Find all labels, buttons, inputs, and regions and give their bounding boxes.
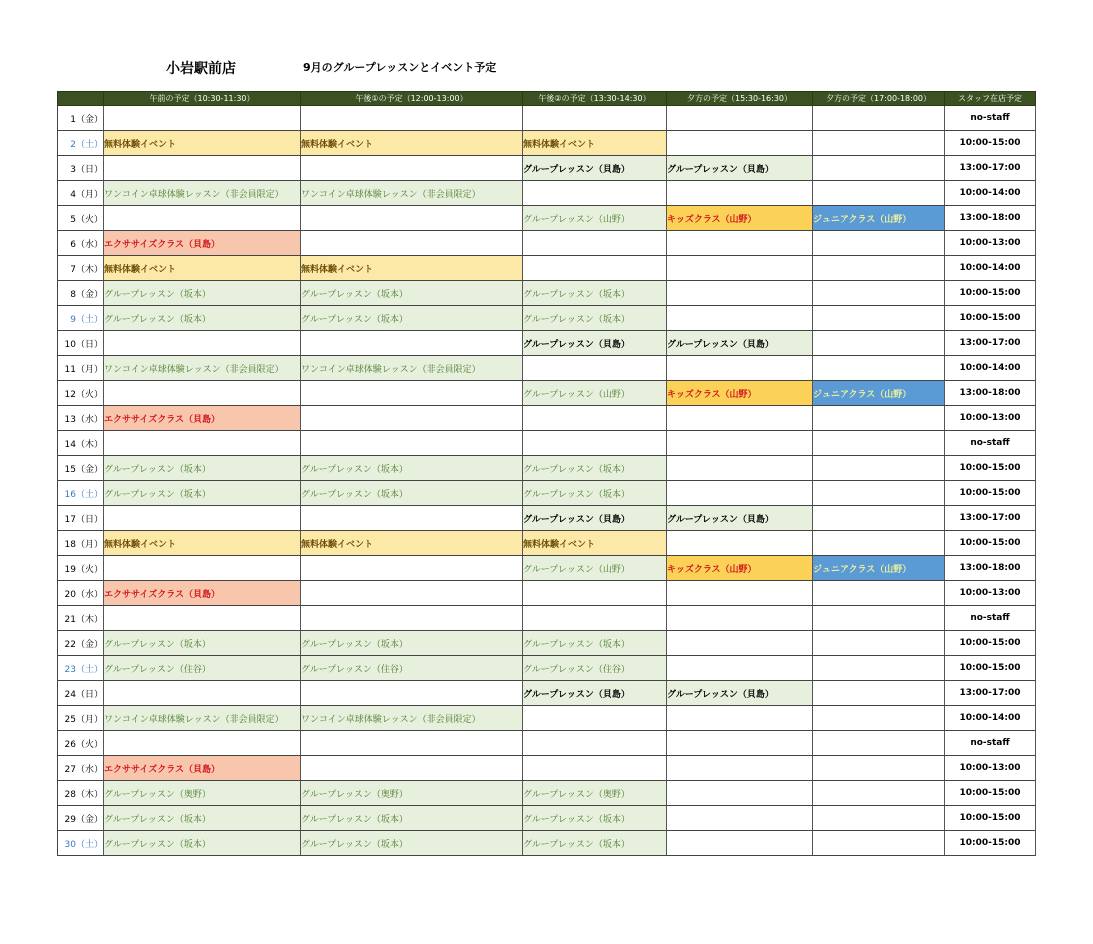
schedule-cell-afternoon-1: グループレッスン（坂本） — [301, 631, 523, 656]
schedule-cell-afternoon-1: グループレッスン（坂本） — [301, 806, 523, 831]
schedule-cell-afternoon-1 — [301, 756, 523, 781]
schedule-cell-morning: ワンコイン卓球体験レッスン（非会員限定） — [104, 706, 301, 731]
schedule-cell-evening-1: グループレッスン（貝島） — [667, 506, 813, 531]
table-row — [58, 806, 1036, 831]
schedule-cell-evening-1 — [667, 281, 813, 306]
table-row — [58, 656, 1036, 681]
staff-hours-cell: 10:00-13:00 — [945, 756, 1036, 781]
schedule-cell-evening-1 — [667, 131, 813, 156]
staff-hours-cell: 13:00-18:00 — [945, 381, 1036, 406]
staff-hours-cell: 10:00-14:00 — [945, 706, 1036, 731]
schedule-cell-evening-1 — [667, 606, 813, 631]
store-name: 小岩駅前店 — [166, 61, 236, 77]
table-row — [58, 456, 1036, 481]
schedule-cell-afternoon-2: 無料体験イベント — [523, 531, 667, 556]
schedule-cell-afternoon-1 — [301, 331, 523, 356]
schedule-cell-evening-1: キッズクラス（山野） — [667, 381, 813, 406]
schedule-cell-evening-2 — [813, 706, 945, 731]
staff-hours-cell: 10:00-15:00 — [945, 481, 1036, 506]
schedule-cell-afternoon-1 — [301, 406, 523, 431]
schedule-cell-afternoon-2: グループレッスン（山野） — [523, 206, 667, 231]
schedule-cell-morning: エクササイズクラス（貝島） — [104, 581, 301, 606]
schedule-cell-morning: 無料体験イベント — [104, 131, 301, 156]
column-header-staff: スタッフ在店予定 — [945, 92, 1036, 106]
schedule-cell-morning: グループレッスン（坂本） — [104, 456, 301, 481]
schedule-cell-afternoon-1: グループレッスン（坂本） — [301, 281, 523, 306]
table-row — [58, 231, 1036, 256]
schedule-cell-afternoon-2: グループレッスン（山野） — [523, 381, 667, 406]
schedule-cell-morning: グループレッスン（奥野） — [104, 781, 301, 806]
schedule-cell-afternoon-1 — [301, 381, 523, 406]
day-cell: 6（水） — [58, 231, 104, 256]
schedule-cell-evening-2 — [813, 181, 945, 206]
schedule-cell-evening-1 — [667, 581, 813, 606]
schedule-cell-morning: 無料体験イベント — [104, 256, 301, 281]
day-cell: 16（土） — [58, 481, 104, 506]
schedule-cell-morning — [104, 606, 301, 631]
schedule-cell-morning: グループレッスン（住谷） — [104, 656, 301, 681]
table-row — [58, 256, 1036, 281]
schedule-cell-afternoon-1 — [301, 156, 523, 181]
schedule-cell-morning — [104, 206, 301, 231]
schedule-cell-afternoon-2 — [523, 231, 667, 256]
table-row — [58, 206, 1036, 231]
schedule-cell-evening-1 — [667, 231, 813, 256]
table-row — [58, 406, 1036, 431]
header-row — [58, 92, 1036, 106]
day-cell: 29（金） — [58, 806, 104, 831]
staff-hours-cell: 13:00-18:00 — [945, 556, 1036, 581]
schedule-cell-morning: グループレッスン（坂本） — [104, 306, 301, 331]
schedule-cell-evening-1 — [667, 306, 813, 331]
schedule-cell-evening-1 — [667, 106, 813, 131]
table-row — [58, 356, 1036, 381]
schedule-cell-morning: エクササイズクラス（貝島） — [104, 406, 301, 431]
staff-hours-cell: 10:00-14:00 — [945, 356, 1036, 381]
staff-hours-cell: 13:00-17:00 — [945, 506, 1036, 531]
schedule-cell-afternoon-1 — [301, 731, 523, 756]
staff-hours-cell: 13:00-18:00 — [945, 206, 1036, 231]
schedule-cell-afternoon-2 — [523, 581, 667, 606]
schedule-cell-evening-1 — [667, 756, 813, 781]
schedule-cell-morning — [104, 506, 301, 531]
column-header-morning: 午前の予定（10:30-11:30） — [104, 92, 301, 106]
schedule-cell-evening-2 — [813, 506, 945, 531]
table-row — [58, 606, 1036, 631]
schedule-cell-afternoon-1 — [301, 206, 523, 231]
schedule-cell-morning: ワンコイン卓球体験レッスン（非会員限定） — [104, 356, 301, 381]
schedule-cell-evening-2 — [813, 456, 945, 481]
schedule-cell-afternoon-2: グループレッスン（貝島） — [523, 156, 667, 181]
schedule-cell-evening-1 — [667, 656, 813, 681]
schedule-cell-afternoon-1 — [301, 606, 523, 631]
day-cell: 28（木） — [58, 781, 104, 806]
schedule-cell-afternoon-1: ワンコイン卓球体験レッスン（非会員限定） — [301, 356, 523, 381]
staff-hours-cell: 10:00-15:00 — [945, 281, 1036, 306]
schedule-cell-evening-1 — [667, 631, 813, 656]
day-cell: 20（水） — [58, 581, 104, 606]
schedule-cell-evening-2 — [813, 681, 945, 706]
table-row — [58, 381, 1036, 406]
schedule-cell-afternoon-2: グループレッスン（坂本） — [523, 631, 667, 656]
table-row — [58, 331, 1036, 356]
schedule-cell-evening-2 — [813, 606, 945, 631]
schedule-cell-evening-2 — [813, 406, 945, 431]
schedule-cell-afternoon-2: グループレッスン（坂本） — [523, 831, 667, 856]
schedule-cell-evening-2 — [813, 256, 945, 281]
schedule-cell-evening-1 — [667, 356, 813, 381]
day-cell: 7（木） — [58, 256, 104, 281]
day-cell: 15（金） — [58, 456, 104, 481]
day-cell: 5（火） — [58, 206, 104, 231]
schedule-cell-afternoon-1: ワンコイン卓球体験レッスン（非会員限定） — [301, 706, 523, 731]
schedule-cell-evening-1 — [667, 431, 813, 456]
schedule-cell-afternoon-1: グループレッスン（坂本） — [301, 831, 523, 856]
schedule-cell-evening-2 — [813, 431, 945, 456]
schedule-cell-afternoon-2: グループレッスン（山野） — [523, 556, 667, 581]
schedule-cell-morning — [104, 106, 301, 131]
schedule-cell-morning — [104, 431, 301, 456]
column-header-afternoon-1: 午後①の予定（12:00-13:00） — [301, 92, 523, 106]
day-cell: 24（日） — [58, 681, 104, 706]
staff-hours-cell: 10:00-15:00 — [945, 831, 1036, 856]
schedule-cell-afternoon-1: グループレッスン（奥野） — [301, 781, 523, 806]
schedule-cell-afternoon-2 — [523, 706, 667, 731]
schedule-cell-evening-2: ジュニアクラス（山野） — [813, 381, 945, 406]
schedule-cell-evening-1 — [667, 706, 813, 731]
schedule-cell-afternoon-2: グループレッスン（貝島） — [523, 506, 667, 531]
schedule-cell-morning: エクササイズクラス（貝島） — [104, 756, 301, 781]
day-cell: 23（土） — [58, 656, 104, 681]
schedule-cell-afternoon-2: グループレッスン（坂本） — [523, 281, 667, 306]
schedule-cell-afternoon-1 — [301, 506, 523, 531]
day-cell: 3（日） — [58, 156, 104, 181]
schedule-cell-afternoon-2 — [523, 181, 667, 206]
table-row — [58, 306, 1036, 331]
table-row — [58, 481, 1036, 506]
schedule-cell-afternoon-2 — [523, 606, 667, 631]
table-row — [58, 506, 1036, 531]
schedule-cell-evening-2 — [813, 306, 945, 331]
schedule-cell-afternoon-2 — [523, 756, 667, 781]
table-row — [58, 681, 1036, 706]
table-row — [58, 781, 1036, 806]
schedule-cell-evening-2 — [813, 281, 945, 306]
day-cell: 22（金） — [58, 631, 104, 656]
schedule-cell-afternoon-1 — [301, 581, 523, 606]
staff-hours-cell: no-staff — [945, 606, 1036, 631]
document-title: 9月のグループレッスンとイベント予定 — [303, 61, 497, 74]
schedule-cell-evening-2 — [813, 781, 945, 806]
schedule-cell-afternoon-2: グループレッスン（坂本） — [523, 481, 667, 506]
table-row — [58, 131, 1036, 156]
schedule-cell-afternoon-2 — [523, 256, 667, 281]
table-row — [58, 431, 1036, 456]
staff-hours-cell: 10:00-14:00 — [945, 256, 1036, 281]
schedule-cell-evening-1 — [667, 831, 813, 856]
schedule-cell-evening-1 — [667, 806, 813, 831]
day-cell: 4（月） — [58, 181, 104, 206]
schedule-cell-morning: グループレッスン（坂本） — [104, 806, 301, 831]
day-cell: 26（火） — [58, 731, 104, 756]
table-row — [58, 106, 1036, 131]
schedule-cell-afternoon-1: グループレッスン（坂本） — [301, 306, 523, 331]
schedule-table — [57, 91, 1036, 856]
schedule-cell-afternoon-2 — [523, 431, 667, 456]
staff-hours-cell: 10:00-15:00 — [945, 806, 1036, 831]
schedule-cell-evening-2 — [813, 156, 945, 181]
table-row — [58, 756, 1036, 781]
schedule-cell-evening-1 — [667, 531, 813, 556]
schedule-cell-evening-1: グループレッスン（貝島） — [667, 156, 813, 181]
day-cell: 8（金） — [58, 281, 104, 306]
schedule-cell-afternoon-1: 無料体験イベント — [301, 531, 523, 556]
day-cell: 12（火） — [58, 381, 104, 406]
table-row — [58, 556, 1036, 581]
schedule-cell-afternoon-2: グループレッスン（貝島） — [523, 681, 667, 706]
schedule-cell-afternoon-2 — [523, 731, 667, 756]
schedule-cell-evening-2 — [813, 231, 945, 256]
column-header-day — [58, 92, 104, 106]
schedule-cell-evening-1: キッズクラス（山野） — [667, 206, 813, 231]
staff-hours-cell: 10:00-14:00 — [945, 181, 1036, 206]
schedule-cell-afternoon-2: グループレッスン（坂本） — [523, 806, 667, 831]
staff-hours-cell: no-staff — [945, 731, 1036, 756]
staff-hours-cell: 10:00-15:00 — [945, 631, 1036, 656]
staff-hours-cell: 13:00-17:00 — [945, 681, 1036, 706]
schedule-cell-morning: グループレッスン（坂本） — [104, 281, 301, 306]
day-cell: 30（土） — [58, 831, 104, 856]
day-cell: 27（水） — [58, 756, 104, 781]
day-cell: 18（月） — [58, 531, 104, 556]
schedule-cell-evening-1 — [667, 406, 813, 431]
day-cell: 25（月） — [58, 706, 104, 731]
day-cell: 1（金） — [58, 106, 104, 131]
schedule-cell-morning — [104, 556, 301, 581]
schedule-cell-morning: グループレッスン（坂本） — [104, 831, 301, 856]
schedule-cell-afternoon-1: 無料体験イベント — [301, 131, 523, 156]
schedule-cell-evening-2: ジュニアクラス（山野） — [813, 206, 945, 231]
schedule-cell-morning — [104, 156, 301, 181]
schedule-cell-afternoon-1: ワンコイン卓球体験レッスン（非会員限定） — [301, 181, 523, 206]
schedule-cell-morning — [104, 681, 301, 706]
staff-hours-cell: 10:00-15:00 — [945, 456, 1036, 481]
schedule-cell-afternoon-2: 無料体験イベント — [523, 131, 667, 156]
column-header-evening-1: 夕方の予定（15:30-16:30） — [667, 92, 813, 106]
schedule-cell-evening-1 — [667, 181, 813, 206]
column-header-afternoon-2: 午後②の予定（13:30-14:30） — [523, 92, 667, 106]
schedule-cell-evening-1 — [667, 481, 813, 506]
schedule-cell-afternoon-1 — [301, 556, 523, 581]
schedule-cell-evening-2 — [813, 106, 945, 131]
staff-hours-cell: 10:00-15:00 — [945, 531, 1036, 556]
schedule-cell-evening-2 — [813, 481, 945, 506]
schedule-cell-morning: 無料体験イベント — [104, 531, 301, 556]
schedule-cell-afternoon-2 — [523, 106, 667, 131]
schedule-cell-morning — [104, 381, 301, 406]
schedule-cell-evening-2 — [813, 731, 945, 756]
table-row — [58, 706, 1036, 731]
staff-hours-cell: 10:00-15:00 — [945, 656, 1036, 681]
day-cell: 2（土） — [58, 131, 104, 156]
staff-hours-cell: no-staff — [945, 106, 1036, 131]
table-row — [58, 531, 1036, 556]
schedule-cell-afternoon-2 — [523, 406, 667, 431]
schedule-cell-afternoon-1 — [301, 231, 523, 256]
schedule-cell-afternoon-1: グループレッスン（坂本） — [301, 456, 523, 481]
day-cell: 17（日） — [58, 506, 104, 531]
staff-hours-cell: 10:00-13:00 — [945, 581, 1036, 606]
staff-hours-cell: no-staff — [945, 431, 1036, 456]
table-row — [58, 156, 1036, 181]
schedule-cell-afternoon-1: グループレッスン（坂本） — [301, 481, 523, 506]
schedule-cell-evening-2 — [813, 831, 945, 856]
table-row — [58, 581, 1036, 606]
schedule-cell-afternoon-1 — [301, 106, 523, 131]
schedule-cell-evening-2 — [813, 756, 945, 781]
staff-hours-cell: 13:00-17:00 — [945, 331, 1036, 356]
schedule-cell-afternoon-2: グループレッスン（奥野） — [523, 781, 667, 806]
schedule-cell-evening-1 — [667, 731, 813, 756]
schedule-cell-afternoon-1: 無料体験イベント — [301, 256, 523, 281]
table-row — [58, 181, 1036, 206]
schedule-cell-evening-1: キッズクラス（山野） — [667, 556, 813, 581]
schedule-cell-afternoon-1 — [301, 681, 523, 706]
schedule-cell-evening-2 — [813, 631, 945, 656]
schedule-cell-morning: グループレッスン（坂本） — [104, 631, 301, 656]
day-cell: 14（木） — [58, 431, 104, 456]
staff-hours-cell: 10:00-15:00 — [945, 131, 1036, 156]
schedule-cell-evening-1 — [667, 256, 813, 281]
schedule-cell-evening-1: グループレッスン（貝島） — [667, 681, 813, 706]
schedule-cell-evening-1 — [667, 781, 813, 806]
day-cell: 19（火） — [58, 556, 104, 581]
staff-hours-cell: 10:00-13:00 — [945, 406, 1036, 431]
table-row — [58, 731, 1036, 756]
day-cell: 13（水） — [58, 406, 104, 431]
staff-hours-cell: 10:00-15:00 — [945, 781, 1036, 806]
schedule-cell-morning: ワンコイン卓球体験レッスン（非会員限定） — [104, 181, 301, 206]
schedule-cell-morning: グループレッスン（坂本） — [104, 481, 301, 506]
schedule-cell-afternoon-1 — [301, 431, 523, 456]
schedule-cell-evening-2 — [813, 581, 945, 606]
schedule-cell-morning: エクササイズクラス（貝島） — [104, 231, 301, 256]
schedule-cell-afternoon-1: グループレッスン（住谷） — [301, 656, 523, 681]
schedule-cell-evening-2 — [813, 331, 945, 356]
schedule-cell-morning — [104, 731, 301, 756]
table-row — [58, 831, 1036, 856]
day-cell: 21（木） — [58, 606, 104, 631]
table-row — [58, 281, 1036, 306]
schedule-cell-evening-2 — [813, 806, 945, 831]
schedule-cell-afternoon-2 — [523, 356, 667, 381]
staff-hours-cell: 10:00-13:00 — [945, 231, 1036, 256]
schedule-cell-evening-2 — [813, 656, 945, 681]
staff-hours-cell: 13:00-17:00 — [945, 156, 1036, 181]
staff-hours-cell: 10:00-15:00 — [945, 306, 1036, 331]
day-cell: 9（土） — [58, 306, 104, 331]
schedule-cell-evening-2 — [813, 531, 945, 556]
column-header-evening-2: 夕方の予定（17:00-18:00） — [813, 92, 945, 106]
schedule-cell-afternoon-2: グループレッスン（坂本） — [523, 306, 667, 331]
table-row — [58, 631, 1036, 656]
day-cell: 10（日） — [58, 331, 104, 356]
schedule-cell-evening-1: グループレッスン（貝島） — [667, 331, 813, 356]
schedule-cell-evening-2 — [813, 356, 945, 381]
schedule-cell-evening-2: ジュニアクラス（山野） — [813, 556, 945, 581]
schedule-cell-afternoon-2: グループレッスン（坂本） — [523, 456, 667, 481]
schedule-cell-afternoon-2: グループレッスン（住谷） — [523, 656, 667, 681]
schedule-cell-evening-1 — [667, 456, 813, 481]
schedule-cell-morning — [104, 331, 301, 356]
schedule-cell-evening-2 — [813, 131, 945, 156]
schedule-cell-afternoon-2: グループレッスン（貝島） — [523, 331, 667, 356]
day-cell: 11（月） — [58, 356, 104, 381]
